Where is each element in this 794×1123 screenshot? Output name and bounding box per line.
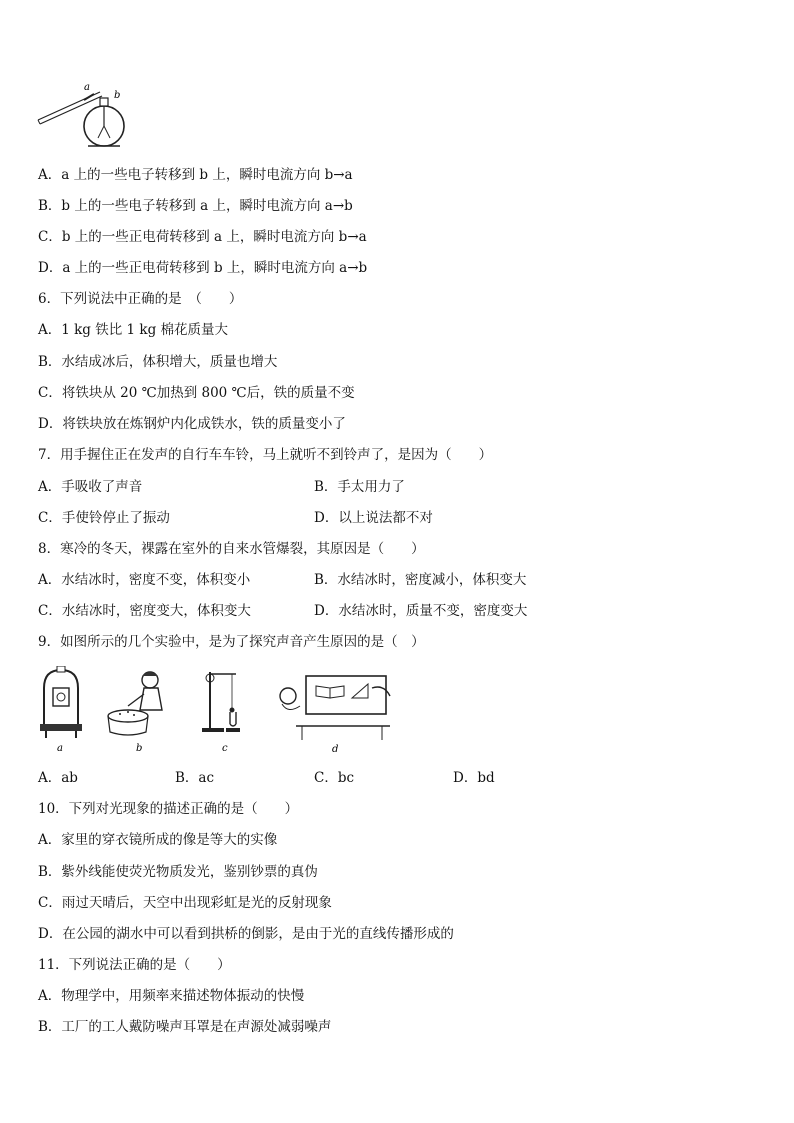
q7-option-b: B．手太用力了	[314, 479, 405, 495]
q11-stem: 11．下列说法正确的是（ ）	[38, 957, 231, 973]
q6-option-d: D．将铁块放在炼钢炉内化成铁水，铁的质量变小了	[38, 416, 346, 432]
q6-option-c: C．将铁块从 20 ℃加热到 800 ℃后，铁的质量不变	[38, 385, 355, 401]
q6-option-a: A．1 kg 铁比 1 kg 棉花质量大	[38, 322, 229, 338]
q11-option-a: A．物理学中，用频率来描述物体振动的快慢	[38, 988, 305, 1004]
q10-option-c: C．雨过天晴后，天空中出现彩虹是光的反射现象	[38, 895, 332, 911]
q8-option-a: A．水结冰时，密度不变，体积变小	[38, 572, 251, 588]
q7-option-d: D．以上说法都不对	[314, 510, 433, 526]
q8-option-d: D．水结冰时，质量不变，密度变大	[314, 603, 528, 619]
q10-option-b: B．紫外线能使荧光物质发光，鉴别钞票的真伪	[38, 864, 318, 880]
fig-label-a: a	[57, 743, 63, 754]
q10-option-d: D．在公园的湖水中可以看到拱桥的倒影，是由于光的直线传播形成的	[38, 926, 454, 942]
q8-option-c: C．水结冰时，密度变大，体积变大	[38, 603, 251, 619]
q10-stem: 10．下列对光现象的描述正确的是（ ）	[38, 801, 299, 817]
q6-option-b: B．水结成冰后，体积增大，质量也增大	[38, 354, 278, 370]
q9-stem: 9．如图所示的几个实验中，是为了探究声音产生原因的是（ ）	[38, 634, 425, 650]
fig-label-b: b	[136, 743, 143, 754]
q10-option-a: A．家里的穿衣镜所成的像是等大的实像	[38, 832, 278, 848]
q5-option-c: C．b 上的一些正电荷转移到 a 上，瞬时电流方向 b→a	[38, 229, 367, 245]
q7-stem: 7．用手握住正在发声的自行车车铃，马上就听不到铃声了，是因为（ ）	[38, 447, 493, 463]
q5-option-b: B．b 上的一些电子转移到 a 上，瞬时电流方向 a→b	[38, 198, 353, 214]
q9-option-c: C．bc	[314, 770, 355, 786]
q9-option-b: B．ac	[175, 770, 215, 786]
q5-option-a: A．a 上的一些电子转移到 b 上，瞬时电流方向 b→a	[38, 167, 353, 183]
label-a: a	[84, 82, 90, 93]
q8-stem: 8．寒冷的冬天，裸露在室外的自来水管爆裂，其原因是（ ）	[38, 541, 425, 557]
q9-option-d: D．bd	[453, 770, 495, 786]
q5-option-d: D．a 上的一些正电荷转移到 b 上，瞬时电流方向 a→b	[38, 260, 368, 276]
fig-label-c: c	[222, 743, 228, 754]
fig-label-d: d	[332, 744, 339, 755]
experiment-figure-d	[272, 666, 398, 756]
q7-option-c: C．手使铃停止了振动	[38, 510, 170, 526]
q7-option-a: A．手吸收了声音	[38, 479, 143, 495]
q9-option-a: A．ab	[38, 770, 78, 786]
q11-option-b: B．工厂的工人戴防噪声耳罩是在声源处减弱噪声	[38, 1019, 332, 1035]
experiment-figure-b	[104, 666, 184, 754]
experiment-figure-a	[36, 666, 86, 754]
electroscope-figure	[34, 80, 134, 152]
q6-stem: 6．下列说法中正确的是 （ ）	[38, 291, 243, 307]
experiment-figure-c	[196, 666, 256, 754]
q8-option-b: B．水结冰时，密度减小，体积变大	[314, 572, 527, 588]
label-b: b	[114, 90, 121, 101]
